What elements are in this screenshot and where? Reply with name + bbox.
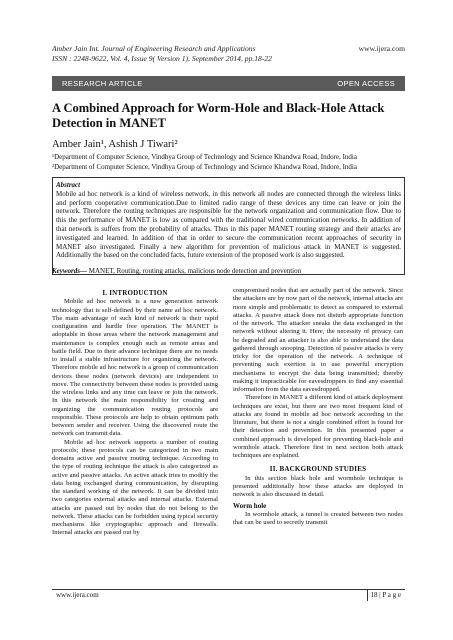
keywords-label: Keywords— xyxy=(52,267,87,275)
wormhole-paragraph-1: In wormhole attack, a tunnel is created between two nodes that can be used to secretly transmit xyxy=(233,510,403,526)
header-website-link[interactable]: www.ijera.com xyxy=(358,44,405,53)
section-background-heading: II. BACKGROUND STUDIES xyxy=(269,465,367,474)
intro-paragraph-2: Mobile ad hoc network supports a number of routing protocols; these protocols can be categorized in two main domains active and passive routing technique. According to the type of routing technique the attack is also categorized as active and passive attacks. An active attack tries to modify the data being exchanged during communication, by disrupting the standard working of the network. It can be divided into two categories external attacks and internal attacks. External attacks are passed out by nodes that do not belong to the network. These attacks can be forbidden using typical security mechanisms like cryptographic approach and firewalls. Internal attacks are passed out by xyxy=(52,438,218,537)
abstract-heading: Abstract xyxy=(56,181,81,189)
journal-line-1: Amber Jain Int. Journal of Engineering Research and Applications xyxy=(52,44,256,53)
wormhole-subheading: Worm hole xyxy=(233,502,267,511)
abstract-text: Mobile ad hoc network is a kind of wireless network, in this network all nodes are connected through the wireless links and perform cooperative communication.Due to limited radio range of these devices any time can leave or join the network. Therefore the routing techniques are responsible for the network organization and communication flow. Due to this the performance of MANET is low as compared with the traditional wired communication networks. In addition of that network is suffers from the probability of attacks. Thus in this paper MANET routing strategy and their attacks are investigated and learned. In addition of that in order to secure the communication recent approaches of security in MANET also investigated. Finally a new algorithm for prevention of malicious attack in MANET is suggested. Additionally the based on the concluded facts, future extension of the proposed work is also suggested. xyxy=(56,189,401,260)
keywords-text: MANET, Routing, routing attacks, malicious node detection and prevention xyxy=(87,267,302,275)
affiliation-2: ²Department of Computer Science, Vindhya Group of Technology and Science Khandwa Road, Indore, India xyxy=(52,163,357,171)
journal-line-2: ISSN : 2248-9622, Vol. 4, Issue 9( Version 1), September 2014, pp.18-22 xyxy=(52,53,272,63)
affiliation-1: ¹Department of Computer Science, Vindhya Group of Technology and Science Khandwa Road, Indore, India xyxy=(52,153,357,161)
intro-paragraph-3: compromised nodes that are actually part of the network. Since the attackers are by now part of the network, internal attacks are more simple and problematic to detect as compared to external attacks. A passive attack does not disturb appropriate function of the network. The attacker sneaks the data exchanged in the network without altering it. Here, the necessity of privacy can be degraded and an attacker is also able to understand the data gathered through snooping. Detection of passive attacks is very tricky for the operation of the network. A technique of preventing such exertion is to use powerful encryption mechanisms to encrypt the data being transmitted; thereby making it impracticable for eavesdroppers to find any essential information from the data eavesdropped. xyxy=(233,287,403,393)
research-article-label: RESEARCH ARTICLE xyxy=(62,79,143,88)
journal-header xyxy=(52,44,405,63)
intro-paragraph-1: Mobile ad hoc network is a new generation network technology that is self-defined by their name ad hoc network. The main advantage of such kind of network is their rapid configuration and hurdle free operation. The MANET is adoptable in those areas where the network management and maintenance is complex enough such as remote areas and battle field. Due to their advance technique there are no needs to install a stable infrastructure for organizing the network. Therefore mobile ad hoc network is a group of communication devices these nodes (network devices) are independent to move. The connectivity between these nodes is provided using the wireless links and any time can leave or join the network. In this network the main responsibility for creating and organizing the communication routing protocols are responsible. These protocols are help to obtain optimum path between sender and receiver. Using the discovered route the network can transmit data. xyxy=(52,298,218,438)
footer-website-link[interactable]: www.ijera.com xyxy=(56,591,99,599)
left-column xyxy=(52,287,218,589)
paper-title: A Combined Approach for Worm-Hole and Black-Hole Attack Detection in MANET xyxy=(52,101,385,130)
keywords xyxy=(52,267,405,276)
open-access-label: OPEN ACCESS xyxy=(337,79,395,88)
affiliations xyxy=(52,152,413,172)
paper-authors: Amber Jain¹, Ashish J Tiwari² xyxy=(52,139,178,150)
intro-paragraph-4: Therefore in MANET a different kind of attack deployment techniques are exist, but there are two most frequent kind of attacks are found in mobile ad hoc network according to the literature, but there is not a single combined effort is found for their detection and prevention. In this presented paper a combined approach is developed for preventing black-hole and wormhole attack. Therefore first in next section both attack techniques are explained. xyxy=(233,394,403,459)
article-type-banner xyxy=(52,76,405,91)
right-column xyxy=(233,287,403,589)
abstract-box xyxy=(52,177,405,275)
page-number: 18 | P a g e xyxy=(367,590,402,601)
section-introduction-heading: I. INTRODUCTION xyxy=(102,289,168,297)
page-footer xyxy=(52,589,405,601)
background-paragraph-1: In this section black hole and wormhole technique is presented additionally how these attacks are deployed in network is also discussed in detail. xyxy=(233,474,403,498)
